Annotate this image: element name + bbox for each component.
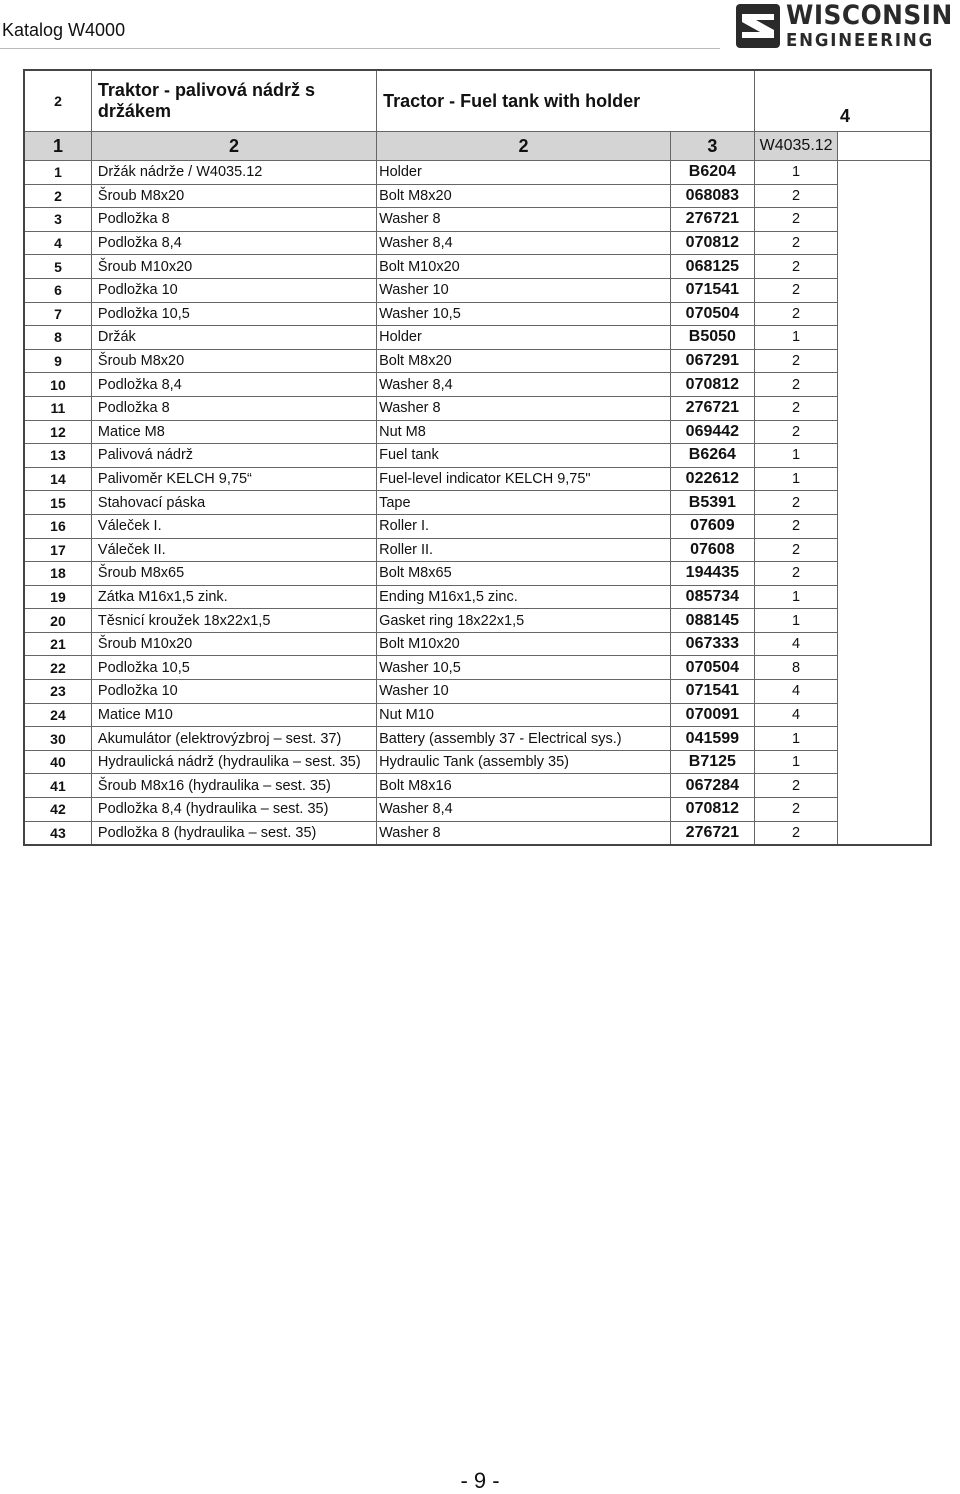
row-position: 10 [24, 373, 91, 397]
table-row [24, 491, 931, 515]
row-position: 21 [24, 632, 91, 656]
row-english-name: Washer 8,4 [377, 798, 671, 822]
row-quantity: 1 [754, 750, 837, 774]
row-position: 22 [24, 656, 91, 680]
row-quantity: 2 [754, 231, 837, 255]
row-position: 16 [24, 514, 91, 538]
row-part-code: 041599 [670, 727, 754, 751]
table-row [24, 609, 931, 633]
row-quantity: 2 [754, 420, 837, 444]
row-blank-cell [838, 444, 931, 468]
row-part-code: 276721 [670, 208, 754, 232]
row-part-code: 085734 [670, 585, 754, 609]
row-czech-name: Šroub M8x20 [91, 349, 376, 373]
row-blank-cell [838, 373, 931, 397]
table-row [24, 562, 931, 586]
row-czech-name: Podložka 10,5 [91, 656, 376, 680]
row-blank-cell [838, 231, 931, 255]
row-part-code: 071541 [670, 278, 754, 302]
row-part-code: 068125 [670, 255, 754, 279]
col-header-position: 1 [24, 132, 91, 161]
table-row [24, 656, 931, 680]
column-header-row [24, 132, 931, 161]
row-english-name: Roller II. [377, 538, 671, 562]
row-blank-cell [838, 680, 931, 704]
row-czech-name: Akumulátor (elektrovýzbroj – sest. 37) [91, 727, 376, 751]
row-blank-cell [838, 538, 931, 562]
row-czech-name: Šroub M10x20 [91, 255, 376, 279]
row-quantity: 2 [754, 184, 837, 208]
row-czech-name: Šroub M10x20 [91, 632, 376, 656]
table-row [24, 538, 931, 562]
table-row [24, 727, 931, 751]
table-row [24, 680, 931, 704]
row-position: 41 [24, 774, 91, 798]
row-blank-cell [838, 255, 931, 279]
row-position: 13 [24, 444, 91, 468]
row-english-name: Washer 8 [377, 396, 671, 420]
row-english-name: Fuel-level indicator KELCH 9,75" [377, 467, 671, 491]
row-czech-name: Šroub M8x16 (hydraulika – sest. 35) [91, 774, 376, 798]
row-quantity: 2 [754, 302, 837, 326]
row-blank-cell [838, 491, 931, 515]
row-czech-name: Podložka 8,4 [91, 231, 376, 255]
logo-text-engineering: ENGINEERING [786, 30, 935, 51]
row-czech-name: Podložka 10,5 [91, 302, 376, 326]
row-part-code: 07609 [670, 514, 754, 538]
czech-title: Traktor - palivová nádrž s držákem [91, 70, 376, 132]
row-quantity: 2 [754, 774, 837, 798]
row-position: 15 [24, 491, 91, 515]
row-blank-cell [838, 420, 931, 444]
row-quantity: 1 [754, 444, 837, 468]
logo-text-wisconsin: WISCONSIN [786, 0, 953, 31]
section-number: 2 [24, 70, 91, 132]
row-english-name: Holder [377, 161, 671, 185]
row-blank-cell [838, 703, 931, 727]
row-position: 24 [24, 703, 91, 727]
row-part-code: 276721 [670, 396, 754, 420]
col-header-assembly: W4035.12 [754, 132, 837, 161]
table-row [24, 326, 931, 350]
col-header-code: 3 [670, 132, 754, 161]
row-blank-cell [838, 208, 931, 232]
row-quantity: 1 [754, 467, 837, 491]
row-english-name: Bolt M8x20 [377, 349, 671, 373]
row-position: 30 [24, 727, 91, 751]
row-quantity: 8 [754, 656, 837, 680]
table-row [24, 444, 931, 468]
table-row [24, 302, 931, 326]
row-quantity: 1 [754, 727, 837, 751]
row-quantity: 1 [754, 326, 837, 350]
row-czech-name: Podložka 8,4 [91, 373, 376, 397]
row-english-name: Nut M10 [377, 703, 671, 727]
row-position: 18 [24, 562, 91, 586]
row-quantity: 2 [754, 255, 837, 279]
row-english-name: Washer 8,4 [377, 373, 671, 397]
row-part-code: 071541 [670, 680, 754, 704]
logo-mark-icon [734, 2, 782, 50]
row-part-code: B6264 [670, 444, 754, 468]
row-english-name: Bolt M8x65 [377, 562, 671, 586]
row-position: 42 [24, 798, 91, 822]
row-english-name: Holder [377, 326, 671, 350]
table-row [24, 420, 931, 444]
row-czech-name: Matice M10 [91, 703, 376, 727]
row-blank-cell [838, 396, 931, 420]
table-row [24, 821, 931, 845]
row-position: 14 [24, 467, 91, 491]
row-position: 6 [24, 278, 91, 302]
row-english-name: Washer 8,4 [377, 231, 671, 255]
row-position: 17 [24, 538, 91, 562]
row-quantity: 2 [754, 491, 837, 515]
row-english-name: Bolt M8x20 [377, 184, 671, 208]
row-position: 5 [24, 255, 91, 279]
row-english-name: Battery (assembly 37 - Electrical sys.) [377, 727, 671, 751]
row-czech-name: Hydraulická nádrž (hydraulika – sest. 35) [91, 750, 376, 774]
catalog-title: Katalog W4000 [2, 20, 126, 40]
row-english-name: Bolt M10x20 [377, 632, 671, 656]
row-quantity: 4 [754, 680, 837, 704]
row-czech-name: Šroub M8x20 [91, 184, 376, 208]
table-row [24, 255, 931, 279]
table-row [24, 750, 931, 774]
row-position: 40 [24, 750, 91, 774]
row-part-code: 067284 [670, 774, 754, 798]
row-english-name: Washer 10 [377, 680, 671, 704]
table-row [24, 231, 931, 255]
row-czech-name: Váleček II. [91, 538, 376, 562]
row-blank-cell [838, 609, 931, 633]
row-english-name: Roller I. [377, 514, 671, 538]
row-english-name: Hydraulic Tank (assembly 35) [377, 750, 671, 774]
row-blank-cell [838, 750, 931, 774]
table-row [24, 774, 931, 798]
table-row [24, 703, 931, 727]
row-part-code: 07608 [670, 538, 754, 562]
row-part-code: 067291 [670, 349, 754, 373]
row-blank-cell [838, 585, 931, 609]
row-quantity: 2 [754, 562, 837, 586]
row-position: 9 [24, 349, 91, 373]
row-blank-cell [838, 349, 931, 373]
row-czech-name: Palivoměr KELCH 9,75“ [91, 467, 376, 491]
row-part-code: 070812 [670, 231, 754, 255]
row-part-code: 070812 [670, 373, 754, 397]
row-part-code: 067333 [670, 632, 754, 656]
table-row [24, 514, 931, 538]
english-title: Tractor - Fuel tank with holder [377, 70, 755, 132]
row-position: 4 [24, 231, 91, 255]
table-row [24, 467, 931, 491]
row-czech-name: Podložka 8 [91, 208, 376, 232]
row-blank-cell [838, 562, 931, 586]
row-english-name: Bolt M8x16 [377, 774, 671, 798]
row-position: 43 [24, 821, 91, 845]
row-english-name: Nut M8 [377, 420, 671, 444]
row-part-code: 022612 [670, 467, 754, 491]
row-czech-name: Zátka M16x1,5 zink. [91, 585, 376, 609]
title-extra: 4 [754, 70, 931, 132]
row-english-name: Washer 10 [377, 278, 671, 302]
row-position: 1 [24, 161, 91, 185]
table-row [24, 396, 931, 420]
header-divider [0, 48, 720, 49]
row-quantity: 1 [754, 585, 837, 609]
row-czech-name: Podložka 10 [91, 680, 376, 704]
row-english-name: Washer 8 [377, 821, 671, 845]
row-position: 11 [24, 396, 91, 420]
row-czech-name: Palivová nádrž [91, 444, 376, 468]
row-blank-cell [838, 821, 931, 845]
col-header-blank [838, 132, 931, 161]
row-part-code: 070504 [670, 656, 754, 680]
row-czech-name: Matice M8 [91, 420, 376, 444]
row-part-code: B6204 [670, 161, 754, 185]
row-blank-cell [838, 632, 931, 656]
row-blank-cell [838, 774, 931, 798]
row-quantity: 4 [754, 703, 837, 727]
row-blank-cell [838, 727, 931, 751]
row-blank-cell [838, 302, 931, 326]
row-czech-name: Podložka 8 [91, 396, 376, 420]
row-part-code: B5050 [670, 326, 754, 350]
row-part-code: 276721 [670, 821, 754, 845]
row-blank-cell [838, 467, 931, 491]
table-row [24, 349, 931, 373]
row-part-code: 068083 [670, 184, 754, 208]
row-position: 19 [24, 585, 91, 609]
row-blank-cell [838, 656, 931, 680]
table-row [24, 373, 931, 397]
row-part-code: 070812 [670, 798, 754, 822]
row-english-name: Washer 10,5 [377, 656, 671, 680]
row-position: 3 [24, 208, 91, 232]
row-czech-name: Šroub M8x65 [91, 562, 376, 586]
row-czech-name: Držák nádrže / W4035.12 [91, 161, 376, 185]
row-blank-cell [838, 798, 931, 822]
row-part-code: 070504 [670, 302, 754, 326]
row-czech-name: Těsnicí kroužek 18x22x1,5 [91, 609, 376, 633]
row-quantity: 2 [754, 538, 837, 562]
row-blank-cell [838, 161, 931, 185]
table-row [24, 161, 931, 185]
row-part-code: 088145 [670, 609, 754, 633]
row-quantity: 2 [754, 373, 837, 397]
table-row [24, 585, 931, 609]
row-position: 20 [24, 609, 91, 633]
row-position: 7 [24, 302, 91, 326]
row-english-name: Gasket ring 18x22x1,5 [377, 609, 671, 633]
row-part-code: B5391 [670, 491, 754, 515]
row-quantity: 2 [754, 798, 837, 822]
row-quantity: 4 [754, 632, 837, 656]
row-english-name: Tape [377, 491, 671, 515]
row-quantity: 2 [754, 514, 837, 538]
row-blank-cell [838, 184, 931, 208]
row-blank-cell [838, 278, 931, 302]
row-quantity: 1 [754, 609, 837, 633]
col-header-english: 2 [377, 132, 671, 161]
row-part-code: 194435 [670, 562, 754, 586]
row-quantity: 1 [754, 161, 837, 185]
row-english-name: Washer 8 [377, 208, 671, 232]
row-part-code: 069442 [670, 420, 754, 444]
row-czech-name: Stahovací páska [91, 491, 376, 515]
row-czech-name: Podložka 8 (hydraulika – sest. 35) [91, 821, 376, 845]
row-quantity: 2 [754, 396, 837, 420]
row-part-code: 070091 [670, 703, 754, 727]
row-quantity: 2 [754, 278, 837, 302]
row-english-name: Fuel tank [377, 444, 671, 468]
table-row [24, 208, 931, 232]
row-czech-name: Držák [91, 326, 376, 350]
parts-table [23, 69, 932, 846]
table-row [24, 184, 931, 208]
row-english-name: Ending M16x1,5 zinc. [377, 585, 671, 609]
row-position: 2 [24, 184, 91, 208]
row-blank-cell [838, 514, 931, 538]
row-czech-name: Podložka 10 [91, 278, 376, 302]
row-czech-name: Váleček I. [91, 514, 376, 538]
table-row [24, 798, 931, 822]
row-english-name: Washer 10,5 [377, 302, 671, 326]
row-quantity: 2 [754, 821, 837, 845]
table-row [24, 632, 931, 656]
row-czech-name: Podložka 8,4 (hydraulika – sest. 35) [91, 798, 376, 822]
table-row [24, 278, 931, 302]
wisconsin-engineering-logo [734, 0, 953, 52]
row-quantity: 2 [754, 208, 837, 232]
page-number: - 9 - [460, 1468, 500, 1493]
row-position: 23 [24, 680, 91, 704]
row-english-name: Bolt M10x20 [377, 255, 671, 279]
col-header-czech: 2 [91, 132, 376, 161]
row-position: 8 [24, 326, 91, 350]
table-title-row [24, 70, 931, 132]
row-position: 12 [24, 420, 91, 444]
row-quantity: 2 [754, 349, 837, 373]
row-blank-cell [838, 326, 931, 350]
row-part-code: B7125 [670, 750, 754, 774]
